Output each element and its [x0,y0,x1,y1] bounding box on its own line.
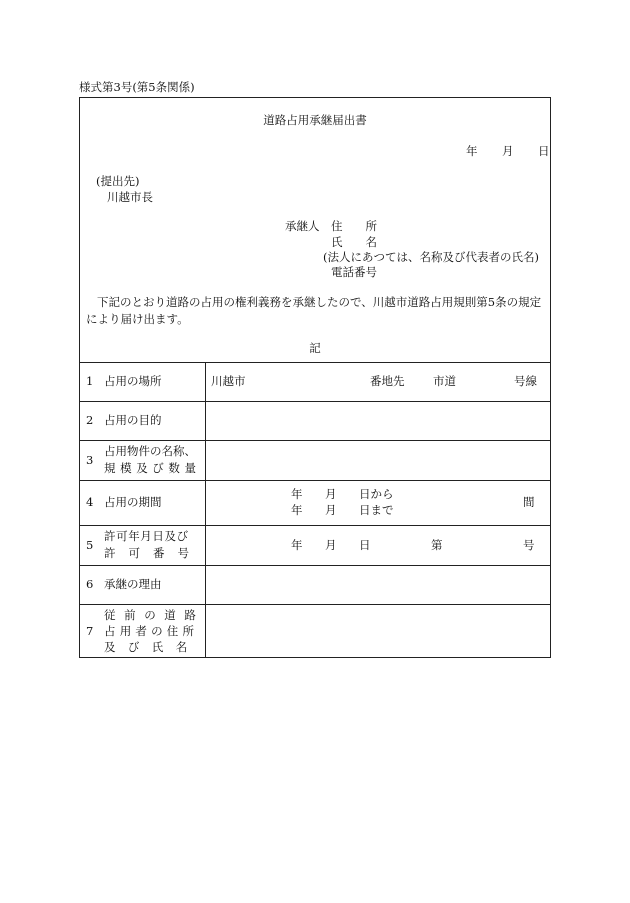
row-label-line: 占用物件の名称、 [104,444,196,458]
statement: 下記のとおり道路の占用の権利義務を承継したので、川越市道路占用規則第5条の規定により届け出ます。 [86,295,542,326]
period-from-month: 月 [325,487,337,501]
successor-label: 承継人 [285,219,320,233]
recipient-name: 川越市長 [107,190,153,204]
row-label-line: 従前の道路 [104,608,205,622]
permit-go: 号 [523,538,535,552]
corp-note: (法人にあつては、名称及び代表者の氏名) [323,250,539,264]
date-month: 月 [502,144,514,158]
location-shido: 市道 [433,374,456,388]
period-from-year: 年 [291,487,303,501]
row-number: 6 [86,577,94,591]
period-to-year: 年 [291,503,303,517]
location-banchi: 番地先 [370,374,405,388]
row-label-line: 占用者の住所 [104,624,199,638]
location-gosen: 号線 [514,374,537,388]
permit-dai: 第 [431,538,443,552]
row-divider [79,401,551,402]
row-number: 1 [86,374,94,388]
permit-month: 月 [325,538,337,552]
row-label-line: 及び氏名 [104,640,200,654]
phone-label: 電話番号 [331,265,377,279]
period-suffix: 間 [523,495,535,509]
period-to-day: 日まで [359,503,394,517]
row-divider [79,440,551,441]
form-title: 道路占用承継届出書 [263,113,367,127]
row-divider [79,604,551,605]
period-to-month: 月 [325,503,337,517]
row-label-line: 許可年月日及び [104,529,189,543]
table-top-line [79,362,551,363]
row-divider [79,480,551,481]
recipient-label: (提出先) [96,174,140,188]
column-divider [205,362,206,658]
date-year: 年 [466,144,478,158]
name-label: 氏 名 [331,235,377,249]
row-divider [79,525,551,526]
row-label-line: 許可番号 [104,546,202,560]
address-label: 住 所 [331,219,377,233]
date-day: 日 [538,144,550,158]
row-number: 7 [86,624,94,638]
row-divider [79,565,551,566]
row-number: 4 [86,495,94,509]
form-number: 様式第3号(第5条関係) [79,80,195,94]
row-label: 占用の期間 [104,495,162,509]
row-number: 2 [86,413,94,427]
location-city: 川越市 [211,374,246,388]
row-label-line: 規模及び数量 [104,461,201,475]
permit-year: 年 [291,538,303,552]
row-number: 5 [86,538,94,552]
ki-label: 記 [309,341,321,355]
row-number: 3 [86,453,94,467]
permit-day: 日 [359,538,371,552]
row-label: 占用の場所 [104,374,162,388]
row-label: 占用の目的 [104,413,162,427]
period-from-day: 日から [359,487,394,501]
row-label: 承継の理由 [104,577,162,591]
